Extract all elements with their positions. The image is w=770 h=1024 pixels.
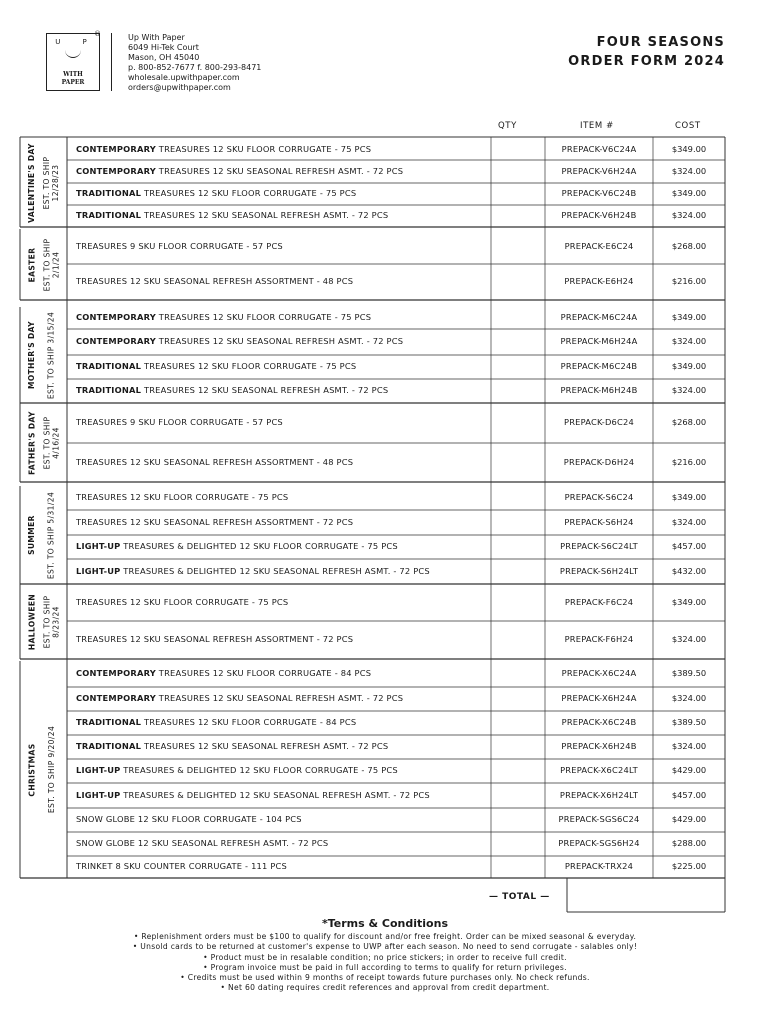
table-row	[67, 535, 725, 559]
ship-date-line: 8/23/24	[51, 605, 60, 638]
product-text: TREASURES 12 SKU SEASONAL REFRESH ASSORTMENT - 48 PCS	[76, 276, 354, 286]
item-number: PREPACK-V6H24B	[561, 210, 637, 220]
product-description	[76, 312, 371, 322]
qty-header: QTY	[498, 121, 517, 131]
product-line-label: CONTEMPORARY	[76, 144, 156, 154]
company-logo	[46, 33, 100, 91]
product-text: TREASURES 12 SKU FLOOR CORRUGATE - 75 PCS	[76, 492, 289, 502]
product-text: TREASURES 12 SKU FLOOR CORRUGATE - 75 PCS	[141, 361, 357, 371]
ship-date-line: EST. TO SHIP 9/20/24	[46, 725, 56, 814]
product-line-label: CONTEMPORARY	[76, 336, 156, 346]
item-cost: $432.00	[671, 566, 707, 576]
ship-date	[47, 661, 56, 878]
product-description	[76, 457, 353, 467]
ship-date	[47, 307, 56, 403]
table-row	[67, 711, 725, 735]
product-line-label: CONTEMPORARY	[76, 693, 156, 703]
cost-header: COST	[675, 121, 701, 131]
product-description	[76, 741, 388, 751]
company-street: 6049 Hi-Tek Court	[128, 43, 199, 52]
product-description	[76, 765, 398, 775]
item-cost: $457.00	[671, 541, 707, 551]
season-label	[20, 584, 67, 659]
table-row	[67, 687, 725, 711]
qty-cell[interactable]	[491, 687, 545, 711]
ship-date	[42, 584, 60, 659]
table-row	[67, 621, 725, 659]
item-number: PREPACK-X6H24A	[561, 693, 637, 703]
product-description	[76, 517, 353, 527]
product-line-label: CONTEMPORARY	[76, 166, 156, 176]
item-cost: $268.00	[671, 417, 707, 427]
product-text: TREASURES 12 SKU FLOOR CORRUGATE - 84 PCS	[141, 717, 357, 727]
item-cost: $429.00	[671, 814, 707, 824]
item-number: PREPACK-V6C24A	[561, 144, 637, 154]
product-text: SNOW GLOBE 12 SKU SEASONAL REFRESH ASMT. - 72 PCS	[76, 838, 329, 848]
logo-top-letters: U P	[55, 38, 97, 46]
item-cost: $225.00	[671, 861, 707, 871]
total-label: — TOTAL —	[489, 892, 550, 902]
product-text: TREASURES 12 SKU FLOOR CORRUGATE - 75 PCS	[155, 312, 372, 322]
product-line-label: LIGHT-UP	[76, 765, 121, 775]
product-description	[76, 210, 388, 220]
ship-date-line: EST. TO SHIP	[42, 416, 51, 469]
item-cost: $349.00	[671, 361, 707, 371]
product-description	[76, 417, 283, 427]
item-number: PREPACK-D6H24	[563, 457, 635, 467]
item-number: PREPACK-F6C24	[564, 597, 634, 607]
item-cost: $268.00	[671, 241, 707, 251]
qty-cell[interactable]	[491, 486, 545, 510]
product-text: TREASURES 12 SKU SEASONAL REFRESH ASMT. - 72 PCS	[155, 166, 404, 176]
product-text: TREASURES 12 SKU SEASONAL REFRESH ASSORTMENT - 72 PCS	[76, 517, 354, 527]
table-row	[67, 759, 725, 783]
season-label	[20, 139, 67, 227]
table-row	[67, 307, 725, 329]
product-line-label: LIGHT-UP	[76, 790, 121, 800]
title-line-1: FOUR SEASONS	[596, 35, 725, 50]
registered-mark: ®	[94, 30, 101, 38]
item-cost: $349.00	[671, 492, 707, 502]
season-label	[20, 229, 67, 300]
item-cost: $216.00	[671, 276, 707, 286]
title-line-2: ORDER FORM 2024	[568, 54, 725, 69]
product-text: TREASURES 12 SKU SEASONAL REFRESH ASMT. - 72 PCS	[141, 385, 389, 395]
product-description	[76, 492, 288, 502]
season-name: VALENTINE'S DAY	[27, 143, 36, 223]
terms-line: • Program invoice must be paid in full according to terms to qualify for return privileges.	[203, 962, 567, 972]
item-number: PREPACK-E6H24	[564, 276, 634, 286]
table-row	[67, 808, 725, 832]
table-row	[67, 229, 725, 264]
ship-date-line: 12/28/23	[51, 164, 60, 202]
product-text: TREASURES 12 SKU SEASONAL REFRESH ASMT. - 72 PCS	[141, 210, 389, 220]
item-number: PREPACK-S6H24LT	[559, 566, 639, 576]
product-text: TREASURES 12 SKU FLOOR CORRUGATE - 84 PCS	[155, 668, 372, 678]
item-cost: $324.00	[671, 336, 707, 346]
product-line-label: TRADITIONAL	[76, 717, 142, 727]
qty-cell[interactable]	[491, 403, 545, 443]
logo-word-paper: PAPER	[61, 79, 85, 86]
season-label	[20, 307, 67, 403]
table-row	[67, 403, 725, 443]
item-cost: $324.00	[671, 634, 707, 644]
item-cost: $457.00	[671, 790, 707, 800]
product-line-label: LIGHT-UP	[76, 541, 121, 551]
product-text: TREASURES 12 SKU FLOOR CORRUGATE - 75 PCS	[141, 188, 357, 198]
item-cost: $349.00	[671, 312, 707, 322]
qty-cell[interactable]	[491, 584, 545, 621]
company-email[interactable]: orders@upwithpaper.com	[128, 83, 231, 92]
ship-date	[42, 139, 60, 227]
item-cost: $324.00	[671, 693, 707, 703]
qty-cell[interactable]	[491, 139, 545, 160]
season-name: CHRISTMAS	[27, 742, 36, 797]
product-description	[76, 566, 430, 576]
ship-date	[47, 486, 56, 584]
qty-cell[interactable]	[491, 229, 545, 264]
item-number: PREPACK-M6H24A	[560, 336, 638, 346]
item-number: PREPACK-X6C24A	[561, 668, 637, 678]
season-label	[20, 486, 67, 584]
terms-line: • Product must be in resalable condition; no price stickers; in order to receive full credit.	[203, 952, 567, 962]
item-cost: $349.00	[671, 597, 707, 607]
qty-cell[interactable]	[491, 355, 545, 379]
table-row	[67, 443, 725, 482]
item-number: PREPACK-D6C24	[564, 417, 634, 427]
table-row	[67, 735, 725, 759]
product-description	[76, 241, 283, 251]
qty-cell[interactable]	[491, 856, 545, 878]
product-text: TRINKET 8 SKU COUNTER CORRUGATE - 111 PCS	[76, 861, 288, 871]
season-name: SUMMER	[27, 515, 36, 555]
qty-cell[interactable]	[491, 832, 545, 856]
season-name: FATHER'S DAY	[27, 410, 36, 475]
product-description	[76, 144, 371, 154]
product-text: TREASURES & DELIGHTED 12 SKU SEASONAL REFRESH ASMT. - 72 PCS	[120, 566, 430, 576]
product-description	[76, 541, 398, 551]
item-cost: $389.50	[671, 668, 707, 678]
product-line-label: TRADITIONAL	[76, 385, 142, 395]
product-line-label: TRADITIONAL	[76, 361, 142, 371]
table-row	[67, 559, 725, 584]
product-description	[76, 693, 403, 703]
product-text: TREASURES 9 SKU FLOOR CORRUGATE - 57 PCS	[76, 241, 283, 251]
item-number: PREPACK-X6H24LT	[559, 790, 639, 800]
item-number: PREPACK-E6C24	[564, 241, 634, 251]
item-cost: $324.00	[671, 210, 707, 220]
item-number: PREPACK-X6C24B	[561, 717, 637, 727]
table-row	[67, 355, 725, 379]
qty-cell[interactable]	[491, 759, 545, 783]
table-row	[67, 264, 725, 300]
item-cost: $216.00	[671, 457, 707, 467]
product-text: TREASURES & DELIGHTED 12 SKU FLOOR CORRUGATE - 75 PCS	[120, 541, 398, 551]
table-row	[67, 379, 725, 403]
qty-cell[interactable]	[491, 735, 545, 759]
season-name: MOTHER'S DAY	[27, 321, 36, 389]
table-row	[67, 486, 725, 510]
product-line-label: TRADITIONAL	[76, 188, 142, 198]
table-row	[67, 584, 725, 621]
product-text: TREASURES 12 SKU SEASONAL REFRESH ASSORTMENT - 48 PCS	[76, 457, 354, 467]
season-label	[20, 403, 67, 482]
table-row	[67, 139, 725, 160]
ship-date-line: EST. TO SHIP 3/15/24	[46, 311, 56, 399]
ship-date	[42, 403, 60, 482]
company-website[interactable]: wholesale.upwithpaper.com	[128, 73, 240, 82]
product-text: TREASURES 12 SKU SEASONAL REFRESH ASMT. - 72 PCS	[155, 693, 404, 703]
ship-date-line: EST. TO SHIP	[42, 156, 51, 210]
ship-date-line: 4/16/24	[51, 426, 60, 459]
ship-date-line: 2/1/24	[51, 251, 60, 278]
qty-cell[interactable]	[491, 379, 545, 403]
product-text: TREASURES 12 SKU SEASONAL REFRESH ASMT. - 72 PCS	[141, 741, 389, 751]
table-row	[67, 510, 725, 535]
item-number: PREPACK-M6C24A	[560, 312, 638, 322]
qty-cell[interactable]	[491, 183, 545, 205]
item-header: ITEM #	[580, 121, 614, 131]
qty-cell[interactable]	[491, 510, 545, 535]
item-number: PREPACK-M6C24B	[560, 361, 638, 371]
season-label	[20, 661, 67, 878]
ship-date-line: EST. TO SHIP	[42, 595, 51, 648]
item-number: PREPACK-SGS6C24	[558, 814, 640, 824]
product-description	[76, 597, 288, 607]
product-description	[76, 336, 403, 346]
product-text: TREASURES 12 SKU SEASONAL REFRESH ASMT. - 72 PCS	[155, 336, 404, 346]
product-description	[76, 634, 353, 644]
season-name: EASTER	[27, 247, 36, 282]
product-text: TREASURES 12 SKU SEASONAL REFRESH ASSORTMENT - 72 PCS	[76, 634, 354, 644]
product-description	[76, 838, 328, 848]
product-description	[76, 790, 430, 800]
product-text: TREASURES 9 SKU FLOOR CORRUGATE - 57 PCS	[76, 417, 283, 427]
product-line-label: TRADITIONAL	[76, 741, 142, 751]
logo-word-with: WITH	[63, 71, 83, 78]
product-description	[76, 166, 403, 176]
product-line-label: LIGHT-UP	[76, 566, 121, 576]
terms-title: *Terms & Conditions	[321, 917, 448, 930]
product-description	[76, 276, 353, 286]
qty-cell[interactable]	[491, 783, 545, 808]
terms-line: • Net 60 dating requires credit references and approval from credit department.	[220, 983, 550, 993]
table-row	[67, 832, 725, 856]
item-number: PREPACK-V6C24B	[561, 188, 637, 198]
product-text: TREASURES & DELIGHTED 12 SKU FLOOR CORRUGATE - 75 PCS	[120, 765, 398, 775]
item-number: PREPACK-SGS6H24	[558, 838, 640, 848]
company-name: Up With Paper	[128, 33, 185, 42]
item-number: PREPACK-X6H24B	[561, 741, 637, 751]
terms-line: • Credits must be used within 9 months of receipt towards future purchases only. No check refunds.	[180, 973, 590, 983]
product-description	[76, 188, 356, 198]
product-text: TREASURES 12 SKU FLOOR CORRUGATE - 75 PCS	[76, 597, 289, 607]
item-number: PREPACK-X6C24LT	[560, 765, 638, 775]
item-number: PREPACK-F6H24	[564, 634, 634, 644]
item-number: PREPACK-S6H24	[564, 517, 634, 527]
qty-cell[interactable]	[491, 535, 545, 559]
terms-line: • Replenishment orders must be $100 to qualify for discount and/or free freight. Order can be mixed seasonal & everyday.	[133, 932, 637, 941]
item-number: PREPACK-TRX24	[564, 861, 634, 871]
item-cost: $349.00	[671, 144, 707, 154]
company-address	[128, 33, 261, 93]
item-number: PREPACK-S6C24	[564, 492, 634, 502]
terms-list	[0, 932, 770, 994]
product-description	[76, 717, 356, 727]
company-city: Mason, OH 45040	[128, 53, 200, 62]
product-line-label: TRADITIONAL	[76, 210, 142, 220]
product-text: TREASURES & DELIGHTED 12 SKU SEASONAL REFRESH ASMT. - 72 PCS	[120, 790, 430, 800]
table-row	[67, 856, 725, 878]
item-cost: $324.00	[671, 385, 707, 395]
item-cost: $324.00	[671, 741, 707, 751]
table-row	[67, 329, 725, 355]
product-description	[76, 385, 388, 395]
qty-cell[interactable]	[491, 808, 545, 832]
ship-date	[42, 229, 60, 300]
product-text: TREASURES 12 SKU FLOOR CORRUGATE - 75 PCS	[155, 144, 372, 154]
item-cost: $429.00	[671, 765, 707, 775]
product-line-label: CONTEMPORARY	[76, 668, 156, 678]
page-title	[568, 33, 725, 71]
table-row	[67, 661, 725, 687]
item-cost: $288.00	[671, 838, 707, 848]
qty-cell[interactable]	[491, 621, 545, 659]
header-divider	[111, 33, 112, 91]
qty-cell[interactable]	[491, 160, 545, 183]
item-cost: $324.00	[671, 166, 707, 176]
item-number: PREPACK-S6C24LT	[560, 541, 638, 551]
table-row	[67, 160, 725, 183]
item-cost: $349.00	[671, 188, 707, 198]
terms-line: • Unsold cards to be returned at customer's expense to UWP after each season. No need to send corrugate - salables only!	[132, 942, 638, 952]
ship-date-line: EST. TO SHIP 5/31/24	[46, 491, 56, 579]
product-description	[76, 814, 302, 824]
qty-cell[interactable]	[491, 711, 545, 735]
qty-cell[interactable]	[491, 329, 545, 355]
table-row	[67, 205, 725, 227]
table-row	[67, 183, 725, 205]
product-text: SNOW GLOBE 12 SKU FLOOR CORRUGATE - 104 PCS	[76, 814, 302, 824]
season-name: HALLOWEEN	[27, 593, 36, 650]
qty-cell[interactable]	[491, 559, 545, 584]
qty-cell[interactable]	[491, 307, 545, 329]
product-description	[76, 861, 287, 871]
qty-cell[interactable]	[491, 661, 545, 687]
product-description	[76, 361, 356, 371]
qty-cell[interactable]	[491, 264, 545, 300]
company-phone-fax: p. 800-852-7677 f. 800-293-8471	[128, 63, 262, 72]
product-line-label: CONTEMPORARY	[76, 312, 156, 322]
product-description	[76, 668, 371, 678]
smile-icon	[65, 48, 81, 58]
item-cost: $324.00	[671, 517, 707, 527]
qty-cell[interactable]	[491, 205, 545, 227]
item-number: PREPACK-V6H24A	[561, 166, 637, 176]
item-number: PREPACK-M6H24B	[560, 385, 638, 395]
ship-date-line: EST. TO SHIP	[42, 238, 51, 291]
table-row	[67, 783, 725, 808]
item-cost: $389.50	[671, 717, 707, 727]
qty-cell[interactable]	[491, 443, 545, 482]
